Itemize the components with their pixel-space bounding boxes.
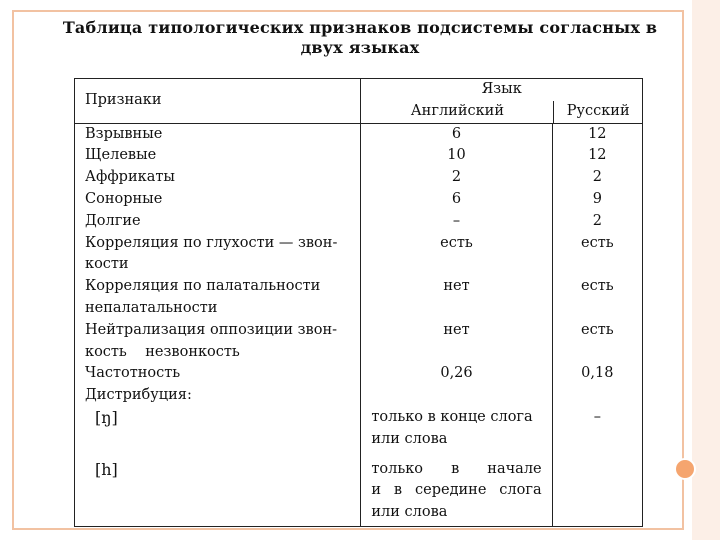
feature-cell: Взрывные bbox=[75, 123, 361, 145]
feature-line: кость незвонкость bbox=[85, 343, 240, 360]
typology-table bbox=[74, 78, 643, 527]
russian-cell: есть bbox=[581, 278, 614, 295]
feature-line: Корреляция по палатальности bbox=[85, 278, 321, 295]
header-english: Английский bbox=[361, 101, 554, 123]
english-cell: 6 bbox=[361, 189, 552, 211]
feature-line: Нейтрализация оппозиции звон- bbox=[85, 321, 338, 338]
phoneme-h: [h] bbox=[75, 459, 361, 527]
russian-cell: – bbox=[593, 408, 601, 425]
english-cell: 2 bbox=[361, 167, 552, 189]
russian-cell: есть bbox=[581, 321, 614, 338]
feature-cell: Долгие bbox=[75, 211, 361, 233]
russian-cell: 2 bbox=[592, 212, 602, 229]
table-header-row bbox=[75, 79, 643, 124]
english-cell: нет bbox=[361, 320, 552, 364]
header-language: Язык bbox=[481, 81, 522, 97]
russian-cell: есть bbox=[581, 234, 614, 251]
table-row bbox=[75, 459, 643, 527]
english-cell: есть bbox=[361, 233, 552, 277]
feature-cell: Частотность bbox=[75, 363, 361, 385]
distribution-line: или слова bbox=[371, 504, 448, 521]
feature-cell: Щелевые bbox=[75, 145, 361, 167]
feature-cell bbox=[75, 276, 361, 320]
table-row bbox=[75, 189, 643, 211]
english-cell: 0,26 bbox=[361, 363, 552, 385]
distribution-line: и в середине слога bbox=[371, 482, 542, 499]
feature-cell: Аффрикаты bbox=[75, 167, 361, 189]
table-row bbox=[75, 276, 643, 320]
distribution-line: только в начале bbox=[371, 460, 542, 477]
english-cell bbox=[361, 407, 552, 459]
table-row bbox=[75, 123, 643, 145]
russian-cell: 12 bbox=[588, 125, 607, 142]
table-row bbox=[75, 407, 643, 459]
russian-cell: 9 bbox=[592, 190, 602, 207]
table-row bbox=[75, 211, 643, 233]
feature-cell: Сонорные bbox=[75, 189, 361, 211]
header-features-cell bbox=[75, 79, 361, 124]
feature-line: Корреляция по глухости — звон- bbox=[85, 234, 338, 251]
feature-cell: Дистрибуция: bbox=[75, 385, 361, 407]
feature-cell bbox=[75, 320, 361, 364]
table-row bbox=[75, 363, 643, 385]
english-cell: 10 bbox=[361, 145, 552, 167]
table-row bbox=[75, 145, 643, 167]
russian-cell: 12 bbox=[588, 147, 607, 164]
phoneme-ng: [ŋ] bbox=[75, 407, 361, 459]
table-row bbox=[75, 167, 643, 189]
page-title: Таблица типологических признаков подсистемы согласных в двух языках bbox=[62, 18, 658, 57]
english-cell: – bbox=[361, 211, 552, 233]
feature-cell bbox=[75, 233, 361, 277]
decorative-dot-icon bbox=[674, 458, 696, 480]
distribution-line: только в конце слога bbox=[371, 408, 533, 425]
english-cell bbox=[361, 459, 552, 527]
table-row bbox=[75, 385, 643, 407]
english-cell: 6 bbox=[361, 123, 552, 145]
header-language-group bbox=[361, 79, 643, 124]
feature-line: кости bbox=[85, 256, 129, 273]
header-russian: Русский bbox=[566, 102, 630, 119]
header-features: Признаки bbox=[85, 91, 162, 108]
distribution-line: или слова bbox=[371, 430, 448, 447]
russian-cell: 2 bbox=[592, 169, 602, 186]
feature-line: непалатальности bbox=[85, 299, 218, 316]
table-row bbox=[75, 320, 643, 364]
english-cell: нет bbox=[361, 276, 552, 320]
slide-side-band bbox=[692, 0, 720, 540]
table-row bbox=[75, 233, 643, 277]
russian-cell: 0,18 bbox=[581, 365, 614, 382]
